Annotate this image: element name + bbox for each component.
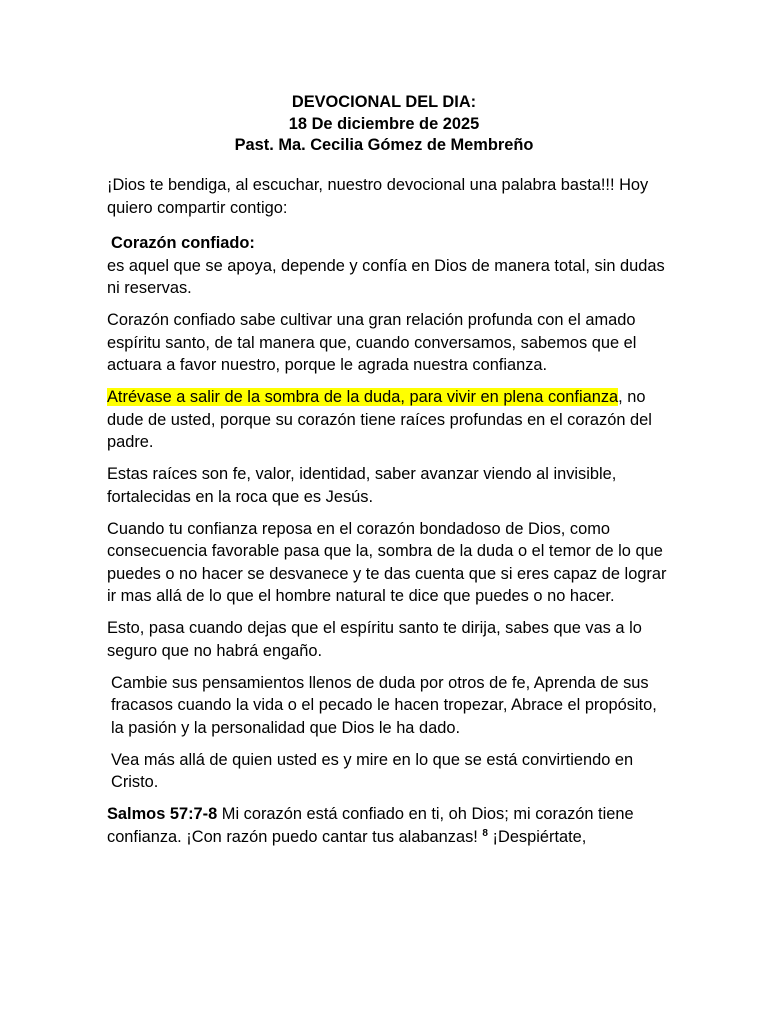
verse-paragraph	[107, 803, 668, 848]
verse-continuation: ¡Despiértate,	[487, 827, 587, 846]
document-header	[0, 92, 768, 157]
paragraph-highlight-rest: , no dude de usted, porque su corazón tiene raíces profundas en el corazón del padre.	[107, 388, 652, 451]
paragraph-change: Cambie sus pensamientos llenos de duda por otros de fe, Aprenda de sus fracasos cuando la vida o el pecado le hacen tropezar, Abrace el propósito, la pasión y la personalidad que Dios le ha dado.	[111, 673, 657, 737]
paragraph-definition: es aquel que se apoya, depende y confía en Dios de manera total, sin dudas ni reservas.	[107, 256, 665, 297]
header-date: 18 De diciembre de 2025	[288, 114, 480, 133]
highlighted-text: Atrévase a salir de la sombra de la duda, para vivir en plena confianza	[107, 388, 619, 406]
header-title: DEVOCIONAL DEL DIA:	[291, 93, 477, 111]
paragraph-highlight	[107, 386, 668, 454]
paragraph-spirit: Esto, pasa cuando dejas que el espíritu santo te dirija, sabes que vas a lo seguro que no habrá engaño.	[107, 619, 642, 660]
paragraph-roots: Estas raíces son fe, valor, identidad, saber avanzar viendo al invisible, fortalecidas en la roca que es Jesús.	[107, 465, 617, 506]
intro-paragraph: ¡Dios te bendiga, al escuchar, nuestro devocional una palabra basta!!! Hoy quiero compartir contigo:	[107, 176, 649, 217]
document-body	[107, 174, 668, 858]
verse-number: 8	[482, 827, 488, 839]
section-heading: Corazón confiado:	[111, 234, 255, 252]
header-author: Past. Ma. Cecilia Gómez de Membreño	[234, 136, 534, 154]
verse-text: Mi corazón está confiado en ti, oh Dios; mi corazón tiene confianza. ¡Con razón puedo cantar tus alabanzas!	[107, 805, 634, 846]
verse-reference: Salmos 57:7-8	[107, 805, 218, 823]
paragraph-relationship: Corazón confiado sabe cultivar una gran relación profunda con el amado espíritu santo, de tal manera que, cuando conversamos, sabemos que el actuara a favor nuestro, porque le agrada nuestra confianza.	[107, 311, 637, 374]
paragraph-christ: Vea más allá de quien usted es y mire en lo que se está convirtiendo en Cristo.	[111, 750, 634, 791]
paragraph-trust: Cuando tu confianza reposa en el corazón bondadoso de Dios, como consecuencia favorable pasa que la, sombra de la duda o el temor de lo que puedes o no hacer se desvanece y te das cuenta que si eres capaz de lograr ir mas allá de lo que el hombre natural te dice que puedes o no hacer.	[107, 519, 667, 605]
